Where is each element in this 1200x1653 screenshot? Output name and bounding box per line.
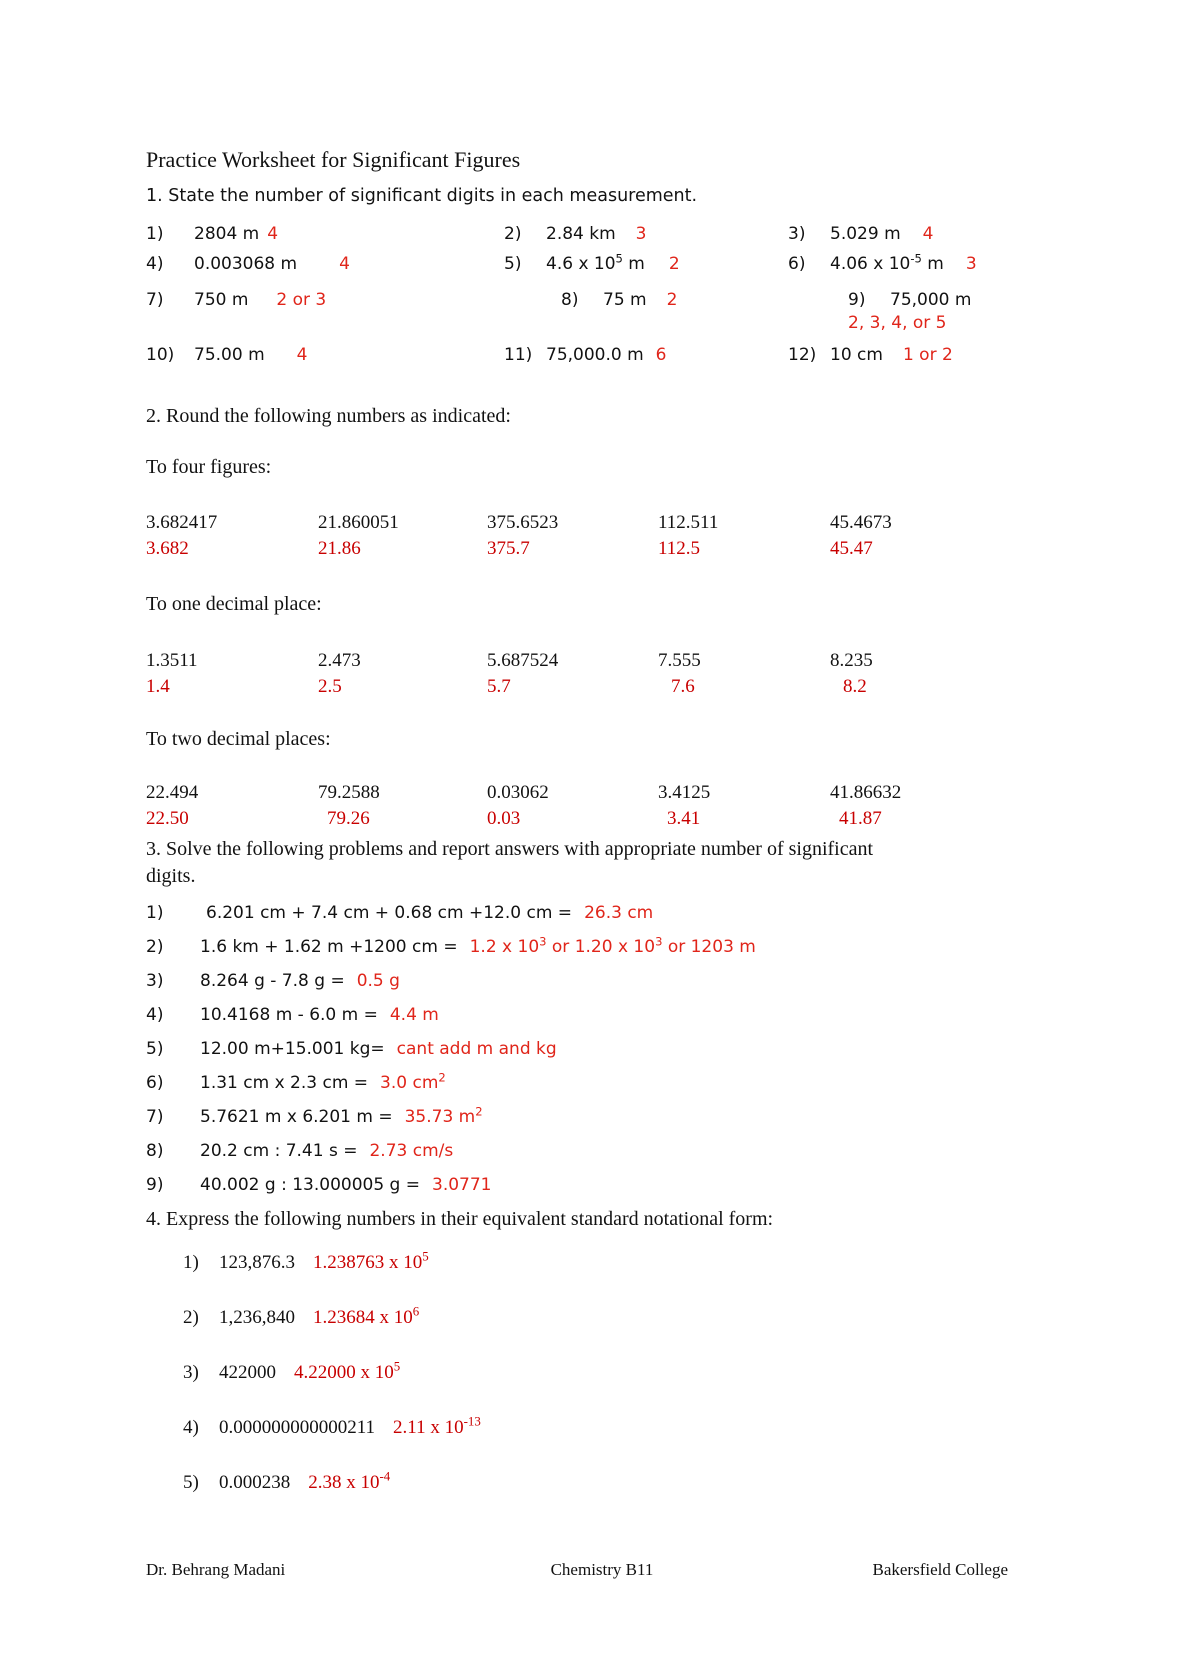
- item-number: 1): [183, 1252, 199, 1273]
- page-title: Practice Worksheet for Significant Figures: [146, 147, 521, 172]
- rounding-answer: 41.87: [839, 808, 882, 829]
- section1-row-3: [146, 288, 1156, 334]
- answer-text: 3: [635, 224, 647, 244]
- answer-exponent: 5: [422, 1248, 429, 1264]
- answer-exponent: 2: [438, 1070, 446, 1085]
- rounding-answer: 112.5: [658, 538, 701, 559]
- rounding-answers-row: [146, 674, 1156, 700]
- question-unit: m: [921, 254, 944, 274]
- problem-text: 20.2 cm : 7.41 s =: [200, 1141, 358, 1161]
- answer-exponent: 6: [412, 1303, 420, 1319]
- item-number: 2): [146, 937, 164, 957]
- question-text: 4.6 x 10: [546, 254, 616, 274]
- answer-text: 4: [267, 224, 279, 244]
- section1-row-2: [146, 252, 1156, 276]
- question-text: 750 m: [194, 290, 249, 310]
- rounding-answer: 79.26: [327, 808, 370, 829]
- answer-part: 1.23684 x 10: [313, 1307, 413, 1328]
- question-text: 75,000 m: [890, 290, 972, 310]
- problem-text: 6.201 cm + 7.4 cm + 0.68 cm +12.0 cm =: [206, 903, 573, 923]
- answer-part: 1.2 x 10: [469, 937, 540, 957]
- problem-answer: [405, 1105, 483, 1129]
- rounding-value: 45.4673: [830, 512, 892, 533]
- rounding-value: 375.6523: [487, 512, 559, 533]
- rounding-values-row: [146, 648, 1156, 674]
- question-line: [848, 288, 1156, 312]
- item-number: 1): [146, 224, 164, 244]
- rounding-values-row: [146, 780, 1156, 806]
- answer-text: 4: [296, 345, 308, 365]
- problem-text: 1.6 km + 1.62 m +1200 cm =: [200, 937, 458, 957]
- notation-item-2: [146, 1303, 1156, 1330]
- problem-text: 40.002 g : 13.000005 g =: [200, 1175, 420, 1195]
- item-number: 12): [788, 345, 817, 365]
- rounding-answer: 0.03: [487, 808, 521, 829]
- problem-item-2: [146, 935, 1156, 959]
- answer-part: 4.22000 x 10: [294, 1362, 394, 1383]
- notation-item-4: [146, 1413, 1156, 1440]
- page-footer: [146, 1559, 1058, 1581]
- item-number: 4): [183, 1417, 199, 1438]
- answer-exponent: -13: [463, 1413, 481, 1429]
- question-text: 2804 m: [194, 224, 260, 244]
- rounding-answer: 375.7: [487, 538, 530, 559]
- problem-item-1: [146, 901, 1156, 925]
- rounding-value: 21.860051: [318, 512, 399, 533]
- question-text: 2.84 km: [546, 224, 616, 244]
- item-number: 5): [146, 1039, 164, 1059]
- notation-answer: [308, 1468, 391, 1495]
- rounding-answer: 3.682: [146, 538, 189, 559]
- sigfig-item-12: [788, 343, 1156, 367]
- problem-text: 5.7621 m x 6.201 m =: [200, 1107, 393, 1127]
- answer-text: 3: [965, 254, 977, 274]
- problem-answer: [380, 1071, 446, 1095]
- problem-answer: 26.3 cm: [584, 903, 654, 923]
- footer-author: Dr. Behrang Madani: [146, 1560, 286, 1579]
- rounding-answers-row: [146, 536, 1156, 562]
- item-number: 7): [146, 290, 164, 310]
- rounding-answer: 2.5: [318, 676, 342, 697]
- problem-text: 8.264 g - 7.8 g =: [200, 971, 345, 991]
- problem-item-8: [146, 1139, 1156, 1163]
- item-number: 9): [848, 290, 866, 310]
- sigfig-item-10: [146, 343, 504, 367]
- rounding-value: 8.235: [830, 650, 873, 671]
- notation-value: 1,236,840: [219, 1307, 295, 1328]
- answer-text: 2, 3, 4, or 5: [848, 313, 947, 333]
- item-number: 3): [788, 224, 806, 244]
- rounding-value: 79.2588: [318, 782, 380, 803]
- question-text: 4.06 x 10: [830, 254, 911, 274]
- question-text: 10 cm: [830, 345, 883, 365]
- question-exponent: -5: [910, 251, 922, 266]
- notation-answer: [393, 1413, 481, 1440]
- sigfig-item-6: [788, 252, 1156, 276]
- footer-course: Chemistry B11: [550, 1560, 654, 1579]
- sigfig-item-3: [788, 222, 1156, 246]
- answer-part: 2.11 x 10: [393, 1417, 464, 1438]
- section3-heading: [146, 836, 1156, 890]
- question-text: 75,000.0 m: [546, 345, 644, 365]
- rounding-group-label: To four figures:: [146, 456, 272, 478]
- notation-value: 0.000000000000211: [219, 1417, 376, 1438]
- answer-exponent: 3: [655, 934, 663, 949]
- section2-heading: 2. Round the following numbers as indicated:: [146, 405, 511, 427]
- problem-text: 12.00 m+15.001 kg=: [200, 1039, 385, 1059]
- answer-part: 1.238763 x 10: [313, 1252, 423, 1273]
- problem-answer: 2.73 cm/s: [369, 1141, 454, 1161]
- answer-text: 4: [922, 224, 934, 244]
- answer-part: 35.73 m: [404, 1107, 476, 1127]
- rounding-value: 3.682417: [146, 512, 218, 533]
- notation-answer: [294, 1358, 401, 1385]
- notation-answer: [313, 1303, 420, 1330]
- problem-item-5: [146, 1037, 1156, 1061]
- question-text: 75.00 m: [194, 345, 265, 365]
- problem-item-4: [146, 1003, 1156, 1027]
- problem-text: 10.4168 m - 6.0 m =: [200, 1005, 378, 1025]
- item-number: 3): [146, 971, 164, 991]
- answer-exponent: 2: [475, 1104, 483, 1119]
- item-number: 6): [788, 254, 806, 274]
- problem-answer: cant add m and kg: [396, 1039, 557, 1059]
- item-number: 9): [146, 1175, 164, 1195]
- rounding-answer: 7.6: [671, 676, 695, 697]
- section1-row-4: [146, 343, 1156, 367]
- item-number: 2): [504, 224, 522, 244]
- item-number: 4): [146, 254, 164, 274]
- item-number: 4): [146, 1005, 164, 1025]
- footer-college: Bakersfield College: [872, 1560, 1008, 1579]
- sigfig-item-4: [146, 252, 504, 276]
- sigfig-item-11: [504, 343, 788, 367]
- item-number: 10): [146, 345, 175, 365]
- sigfig-item-1: [146, 222, 504, 246]
- rounding-value: 22.494: [146, 782, 199, 803]
- answer-exponent: -4: [379, 1468, 391, 1484]
- item-number: 2): [183, 1307, 199, 1328]
- notation-value: 422000: [219, 1362, 276, 1383]
- section1-row-1: [146, 222, 1156, 246]
- section4-heading: 4. Express the following numbers in their equivalent standard notational form:: [146, 1208, 774, 1230]
- rounding-group-label: To one decimal place:: [146, 593, 322, 615]
- question-exponent: 5: [615, 251, 623, 266]
- rounding-answer: 8.2: [843, 676, 867, 697]
- answer-part: 2.38 x 10: [308, 1472, 380, 1493]
- item-number: 3): [183, 1362, 199, 1383]
- notation-item-3: [146, 1358, 1156, 1385]
- item-number: 6): [146, 1073, 164, 1093]
- problem-answer: 4.4 m: [389, 1005, 439, 1025]
- rounding-answers-row: [146, 806, 1156, 832]
- rounding-answer: 3.41: [667, 808, 701, 829]
- rounding-values-row: [146, 510, 1156, 536]
- answer-text: 2 or 3: [276, 290, 327, 310]
- problem-item-6: [146, 1071, 1156, 1095]
- notation-value: 0.000238: [219, 1472, 291, 1493]
- problem-text: 1.31 cm x 2.3 cm =: [200, 1073, 369, 1093]
- item-number: 7): [146, 1107, 164, 1127]
- answer-text: 6: [655, 345, 667, 365]
- notation-value: 123,876.3: [219, 1252, 295, 1273]
- item-number: 8): [146, 1141, 164, 1161]
- question-text: 5.029 m: [830, 224, 901, 244]
- notation-answer: [313, 1248, 429, 1275]
- answer-text: 2: [668, 254, 680, 274]
- answer-part: 3.0 cm: [380, 1073, 439, 1093]
- rounding-value: 41.86632: [830, 782, 902, 803]
- sigfig-item-8: [504, 288, 788, 334]
- rounding-value: 1.3511: [146, 650, 198, 671]
- rounding-value: 0.03062: [487, 782, 549, 803]
- notation-item-5: [146, 1468, 1156, 1495]
- answer-text: 1 or 2: [902, 345, 953, 365]
- section3-heading-line1: 3. Solve the following problems and report answers with appropriate number of significant: [146, 838, 874, 860]
- question-text: 75 m: [603, 290, 647, 310]
- problem-item-3: [146, 969, 1156, 993]
- sigfig-item-2: [504, 222, 788, 246]
- rounding-answer: 22.50: [146, 808, 189, 829]
- rounding-value: 7.555: [658, 650, 701, 671]
- problem-item-7: [146, 1105, 1156, 1129]
- rounding-value: 3.4125: [658, 782, 711, 803]
- sigfig-item-7: [146, 288, 504, 334]
- item-number: 5): [504, 254, 522, 274]
- rounding-value: 5.687524: [487, 650, 559, 671]
- section1-heading: 1. State the number of significant digits in each measurement.: [146, 186, 698, 206]
- answer-part: or 1203 m: [662, 937, 756, 957]
- answer-part: or 1.20 x 10: [546, 937, 656, 957]
- answer-text: 4: [339, 254, 350, 274]
- notation-item-1: [146, 1248, 1156, 1275]
- sigfig-item-5: [504, 252, 788, 276]
- rounding-value: 112.511: [658, 512, 719, 533]
- rounding-value: 2.473: [318, 650, 361, 671]
- problem-item-9: [146, 1173, 1156, 1197]
- problem-answer: 0.5 g: [356, 971, 400, 991]
- answer-exponent: 5: [393, 1358, 401, 1374]
- rounding-answer: 45.47: [830, 538, 873, 559]
- question-text: 0.003068 m: [194, 254, 298, 274]
- question-unit: m: [622, 254, 645, 274]
- item-number: 1): [146, 903, 164, 923]
- item-number: 8): [561, 290, 579, 310]
- item-number: 5): [183, 1472, 199, 1493]
- rounding-answer: 5.7: [487, 676, 511, 697]
- rounding-answer: 1.4: [146, 676, 170, 697]
- problem-answer: [470, 935, 756, 959]
- sigfig-item-9: [788, 288, 1156, 334]
- item-number: 11): [504, 345, 533, 365]
- section3-heading-line2: digits.: [146, 865, 196, 887]
- answer-text: 2: [666, 290, 678, 310]
- problem-answer: 3.0771: [432, 1175, 492, 1195]
- answer-exponent: 3: [539, 934, 547, 949]
- rounding-answer: 21.86: [318, 538, 361, 559]
- rounding-group-label: To two decimal places:: [146, 728, 331, 750]
